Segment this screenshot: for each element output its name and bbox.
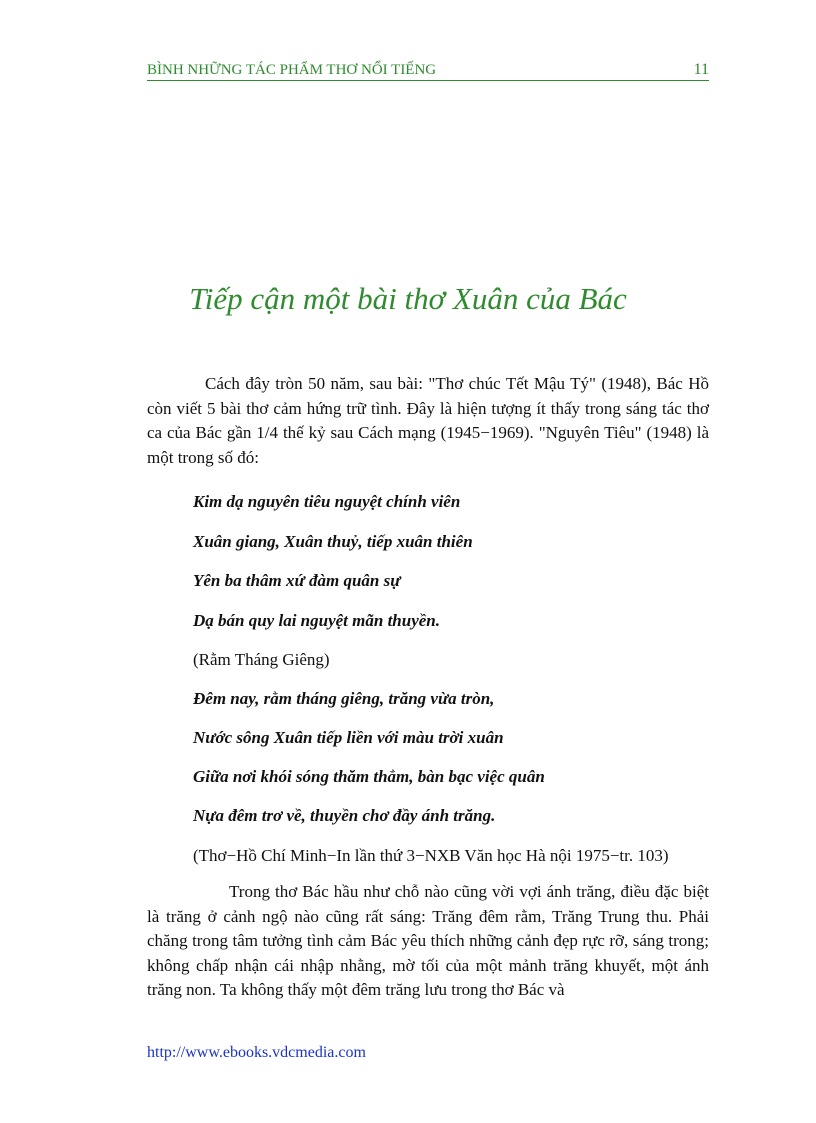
translation-title: (Rằm Tháng Giêng) [193,650,330,669]
body-paragraph: Trong thơ Bác hầu như chỗ nào cũng vời vợi ánh trăng, điều đặc biệt là trăng ở cảnh ngộ nào cũng rất sáng: Trăng đêm rằm, Trăng Trung thu. Phải chăng trong tâm tưởng tình cảm Bác yêu thích những cảnh đẹp rực rỡ, sáng trong; không chấp nhận cái nhập nhằng, mờ tối của một mảnh trăng khuyết, một ánh trăng non. Ta không thấy một đêm trăng lưu trong thơ Bác và [147,882,709,999]
intro-paragraph: Cách đây tròn 50 năm, sau bài: "Thơ chúc Tết Mậu Tý" (1948), Bác Hồ còn viết 5 bài thơ cảm hứng trữ tình. Đây là hiện tượng ít thấy trong sáng tác thơ ca của Bác gần 1/4 thế kỷ sau Cách mạng (1945−1969). "Nguyên Tiêu" (1948) là một trong số đó: [147,374,709,467]
poem-translation-line: Nước sông Xuân tiếp liền với màu trời xuân [193,728,504,747]
article-title: Tiếp cận một bài thơ Xuân của Bác [189,281,627,316]
poem-translation-line: Giữa nơi khói sóng thăm thẳm, bàn bạc việc quân [193,767,545,786]
citation: (Thơ−Hồ Chí Minh−In lần thứ 3−NXB Văn học Hà nội 1975−tr. 103) [193,846,669,865]
running-header [147,61,709,81]
page-number: 11 [693,61,709,78]
running-title: BÌNH NHỮNG TÁC PHẨM THƠ NỔI TIẾNG [147,62,437,78]
poem-original-line: Kim dạ nguyên tiêu nguyệt chính viên [193,492,461,511]
poem-original-line: Xuân giang, Xuân thuỷ, tiếp xuân thiên [193,532,473,551]
footer-link[interactable]: http://www.ebooks.vdcmedia.com [147,1044,366,1061]
poem-translation-line: Nựa đêm trơ về, thuyền chơ đầy ánh trăng. [193,806,496,825]
poem-original-line: Yên ba thâm xứ đàm quân sự [193,571,401,590]
poem-translation-line: Đêm nay, rằm tháng giêng, trăng vừa tròn, [193,689,495,708]
poem-original-line: Dạ bán quy lai nguyệt mãn thuyền. [193,611,441,630]
